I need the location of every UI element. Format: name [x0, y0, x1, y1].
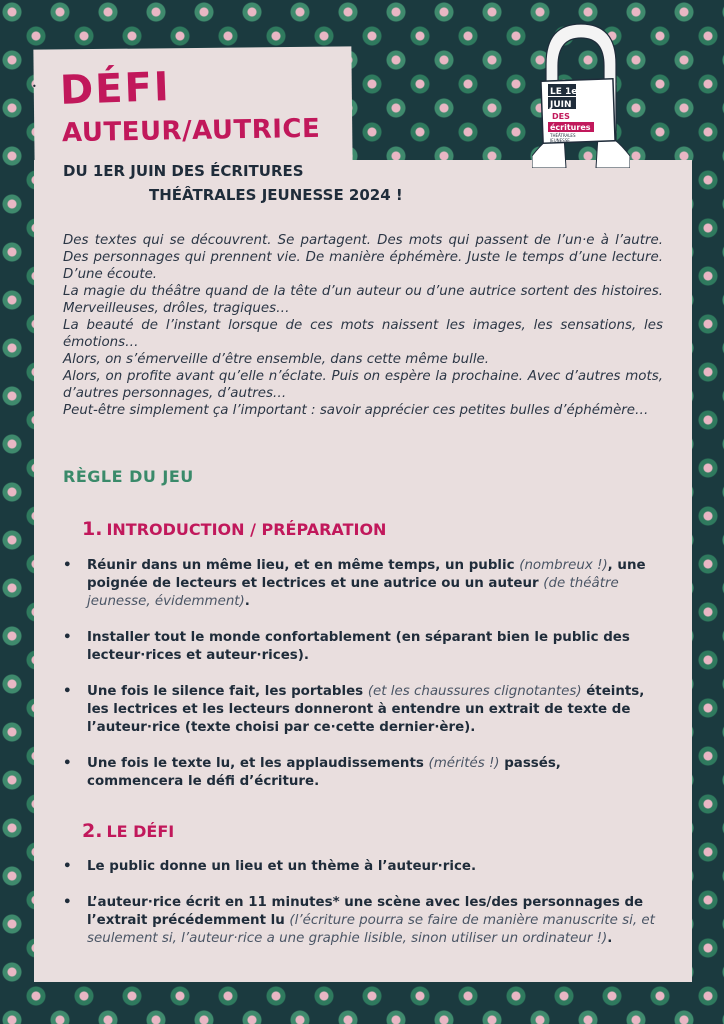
list-item: • Une fois le texte lu, et les applaudissements (mérités !) passés, commencera le défi d’écriture.: [63, 755, 661, 791]
section-2-heading: [82, 820, 174, 842]
section-2-number: 2.: [82, 820, 103, 842]
festival-logo: [532, 18, 630, 168]
section-2-list: [63, 858, 661, 966]
intro-text: [63, 232, 663, 419]
list-item: • Installer tout le monde confortablement (en séparant bien le public des lecteur·rices et auteur·rices).: [63, 629, 661, 665]
section-1-heading: [82, 518, 386, 540]
logo-text-5: THÉÂTRALES: [550, 133, 576, 138]
subtitle-line-1: DU 1ER JUIN DES ÉCRITURES: [63, 162, 304, 180]
intro-paragraph: La magie du théâtre quand de la tête d’un auteur ou d’une autrice sortent des histoires. Merveilleuses, drôles, tragiques…: [63, 284, 663, 316]
logo-text-4: écritures: [550, 123, 591, 132]
list-item: • Une fois le silence fait, les portables (et les chaussures clignotantes) éteints, les lectrices et les lecteurs donneront à entendre un extrait de texte de l’auteur·rice (texte choisi par ce·cette dernier·ère).: [63, 683, 661, 737]
subtitle-line-2: THÉÂTRALES JEUNESSE 2024 !: [149, 186, 403, 204]
logo-text-2: JUIN: [550, 100, 572, 110]
list-item: • L’auteur·rice écrit en 11 minutes* une scène avec les/des personnages de l’extrait précédemment lu (l’écriture pourra se faire de manière manuscrite si, et seulement si, l’auteur·rice a une graphie lisible, sinon utiliser un ordinateur !).: [63, 894, 661, 948]
title-defi: DÉFI: [59, 64, 172, 114]
intro-paragraph: Alors, on s’émerveille d’être ensemble, dans cette même bulle.: [63, 352, 490, 367]
intro-paragraph: Des textes qui se découvrent. Se partagent. Des mots qui passent de l’un·e à l’autre. Des personnages qui prennent vie. De manière éphémère. Juste le temps d’une lecture. D’une écoute.: [63, 233, 663, 282]
title-auteur-autrice: AUTEUR/AUTRICE: [61, 113, 321, 149]
intro-paragraph: Peut-être simplement ça l’important : savoir apprécier ces petites bulles d’éphémère…: [63, 403, 649, 418]
logo-text-6: JEUNESSE: [550, 138, 570, 143]
rules-heading: RÈGLE DU JEU: [63, 467, 194, 486]
section-1-title: INTRODUCTION / PRÉPARATION: [106, 520, 387, 539]
intro-paragraph: Alors, on profite avant qu’elle n’éclate. Puis on espère la prochaine. Avec d’autres mots, d’autres personnages, d’autres…: [63, 369, 663, 401]
list-item: • Réunir dans un même lieu, et en même temps, un public (nombreux !), une poignée de lecteurs et lectrices et une autrice ou un auteur (de théâtre jeunesse, évidemment).: [63, 557, 661, 611]
list-item: • Le public donne un lieu et un thème à l’auteur·rice.: [63, 858, 661, 876]
logo-text-1: LE 1er: [550, 87, 582, 97]
section-2-title: LE DÉFI: [106, 822, 175, 841]
bullet-mark: •: [32, 82, 37, 91]
section-1-list: [63, 557, 661, 809]
logo-text-3: DES: [552, 112, 570, 121]
section-1-number: 1.: [82, 518, 103, 540]
intro-paragraph: La beauté de l’instant lorsque de ces mots naissent les images, les sensations, les émotions…: [63, 318, 663, 350]
